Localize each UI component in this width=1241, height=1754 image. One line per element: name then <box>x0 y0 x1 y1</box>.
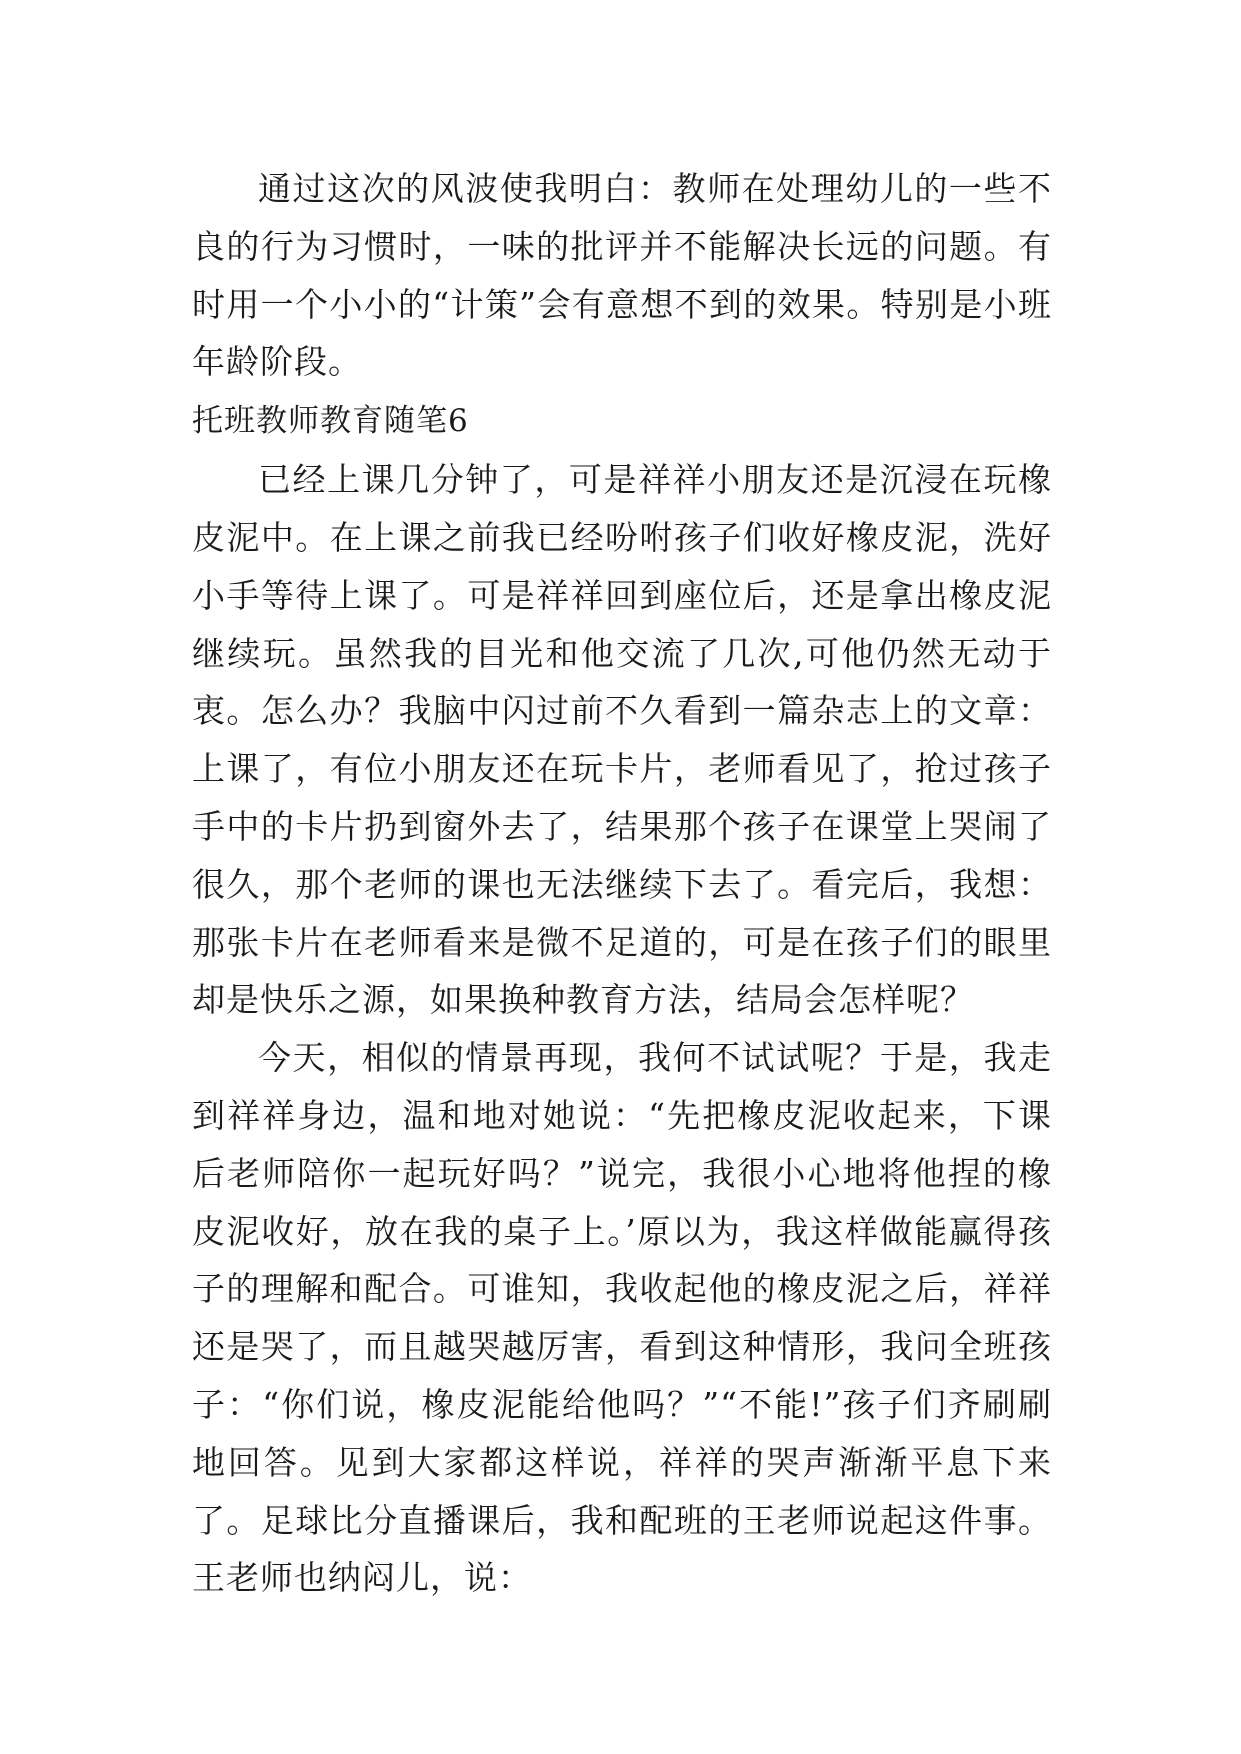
paragraph-2: 今天，相似的情景再现，我何不试试呢？于是，我走到祥祥身边，温和地对她说：“先把橡皮泥收起来，下课后老师陪你一起玩好吗？”说完，我很小心地将他捏的橡皮泥收好，放在我的桌子上。’原以为，我这样做能赢得孩子的理解和配合。可谁知，我收起他的橡皮泥之后，祥祥还是哭了，而且越哭越厉害，看到这种情形，我问全班孩子：“你们说，橡皮泥能给他吗？”“不能!”孩子们齐刷刷地回答。见到大家都这样说，祥祥的哭声渐渐平息下来了。足球比分直播课后，我和配班的王老师说起这件事。王老师也纳闷儿，说： <box>192 1038 1052 1598</box>
document-body <box>192 160 1052 1607</box>
section-title: 托班教师教育随笔6 <box>192 403 469 440</box>
paragraph-1: 已经上课几分钟了，可是祥祥小朋友还是沉浸在玩橡皮泥中。在上课之前我已经吩咐孩子们收好橡皮泥，洗好小手等待上课了。可是祥祥回到座位后，还是拿出橡皮泥继续玩。虽然我的目光和他交流了几次,可他仍然无动于衷。怎么办？我脑中闪过前不久看到一篇杂志上的文章：上课了，有位小朋友还在玩卡片，老师看见了，抢过孩子手中的卡片扔到窗外去了，结果那个孩子在课堂上哭闹了很久，那个老师的课也无法继续下去了。看完后，我想：那张卡片在老师看来是微不足道的，可是在孩子们的眼里却是快乐之源，如果换种教育方法，结局会怎样呢？ <box>192 460 1052 1020</box>
paragraph-conclusion: 通过这次的风波使我明白：教师在处理幼儿的一些不良的行为习惯时，一味的批评并不能解决长远的问题。有时用一个小小的“计策”会有意想不到的效果。特别是小班年龄阶段。 <box>192 169 1052 382</box>
